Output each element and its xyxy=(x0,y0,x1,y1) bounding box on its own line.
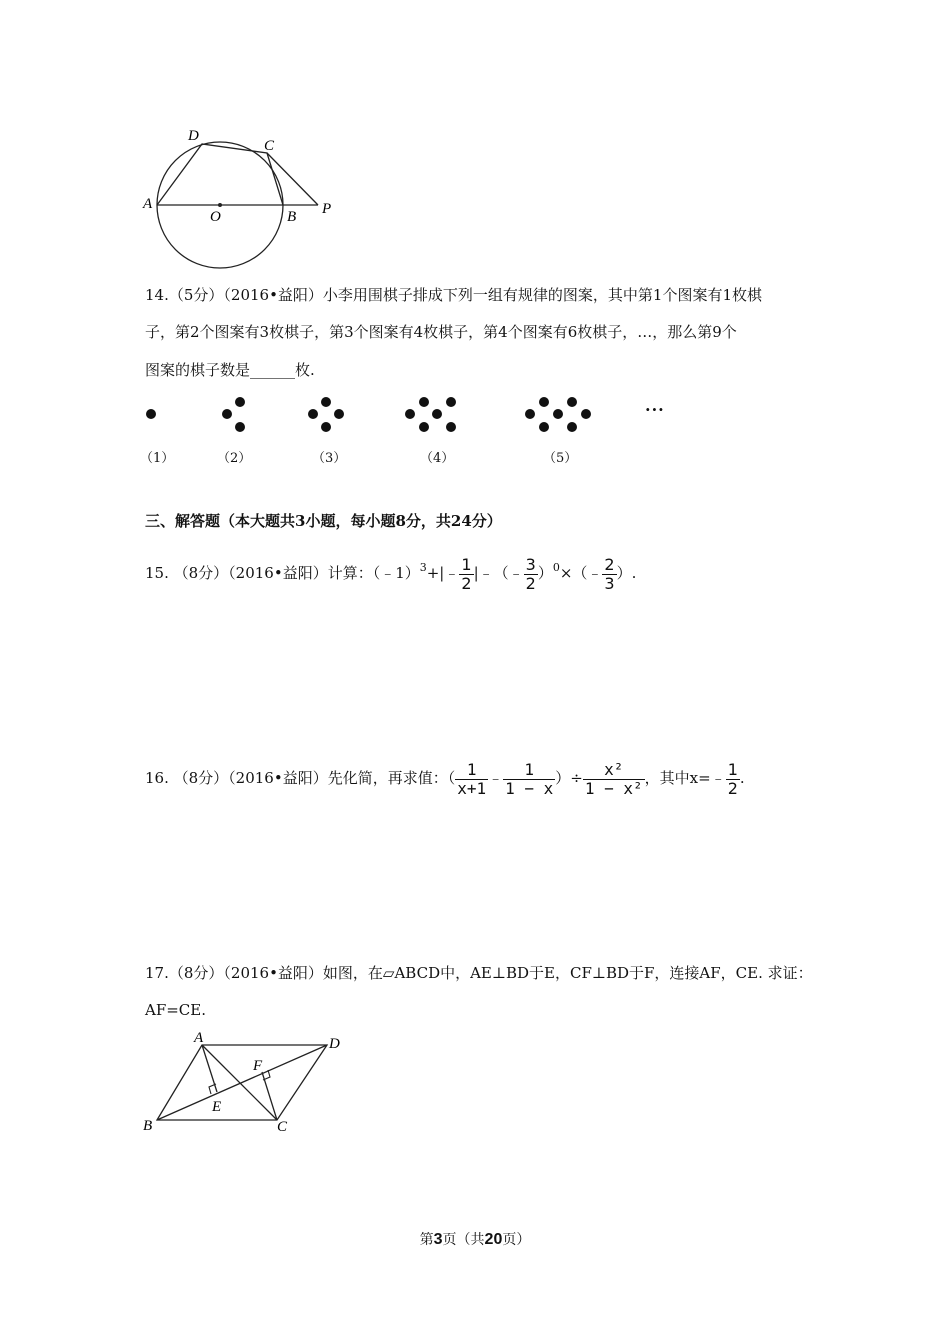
q15-frac1 xyxy=(459,556,473,593)
label-P: P xyxy=(322,201,332,217)
q16-end: . xyxy=(739,769,745,787)
q16-frac3 xyxy=(583,761,645,798)
q16-frac2 xyxy=(503,761,555,798)
q16-frac4-num: 1 xyxy=(727,759,738,779)
q14-line3 xyxy=(145,360,315,380)
label-D: D xyxy=(188,128,199,144)
q16-minus: ﹣ xyxy=(488,769,504,787)
q15-times: ×（﹣ xyxy=(559,564,603,582)
pattern-label-2: （2） xyxy=(217,451,252,466)
q16-frac2-num: 1 xyxy=(503,761,555,780)
label-D: D xyxy=(329,1036,340,1052)
q15-frac1-den: 2 xyxy=(461,573,472,593)
pattern-label-4: （4） xyxy=(420,451,455,466)
q15-neg: ﹣ xyxy=(444,564,460,582)
q15-expression xyxy=(145,549,636,593)
pattern-label-3: （3） xyxy=(312,451,347,466)
q15-frac2-den: 2 xyxy=(525,573,536,593)
q15-frac2-num: 3 xyxy=(525,554,536,574)
q15-exp3: 3 xyxy=(419,561,427,574)
q14-line1: 14.（5分）（2016•益阳）小李用围棋子排成下列一组有规律的图案，其中第1个图案有1枚棋 xyxy=(145,286,763,304)
q16-where: ，其中x=﹣ xyxy=(644,769,726,787)
label-C: C xyxy=(264,138,275,154)
label-B: B xyxy=(143,1118,153,1134)
pattern-label-1: （1） xyxy=(140,451,175,466)
q15-frac2 xyxy=(524,556,538,593)
q15-close0: ） xyxy=(537,564,553,582)
label-C: C xyxy=(277,1119,288,1135)
q16-expression xyxy=(145,758,745,798)
q17-line2: AF=CE. xyxy=(145,1001,207,1019)
q15-plus-abs: +| xyxy=(426,564,445,582)
q16-frac1-num: 1 xyxy=(455,761,488,780)
q16-div: ）÷ xyxy=(555,769,583,787)
q16-frac2-den: 1 − x xyxy=(505,778,554,798)
q17-parallelogram-figure xyxy=(140,1030,350,1135)
label-O: O xyxy=(210,209,221,225)
pattern-ellipsis: ··· xyxy=(645,400,665,419)
footer-mid: 页（共 xyxy=(442,1232,485,1248)
q16-prefix: 16. （8分）（2016•益阳）先化简，再求值：（ xyxy=(145,769,456,787)
label-B: B xyxy=(287,209,297,225)
q16-frac4-den: 2 xyxy=(727,778,738,798)
label-A: A xyxy=(194,1030,204,1046)
footer-pre: 第 xyxy=(419,1232,434,1248)
q16-frac4 xyxy=(726,761,740,798)
q17-line1: 17.（8分）（2016•益阳）如图，在▱ABCD中，AE⊥BD于E，CF⊥BD于F，连接AF，CE. 求证： xyxy=(145,964,813,982)
pattern-label-5: （5） xyxy=(543,451,578,466)
q14-line2: 子，第2个图案有3枚棋子，第3个图案有4枚棋子，第4个图案有6枚棋子，…，那么第9个 xyxy=(145,323,737,341)
q15-frac3-den: 3 xyxy=(604,573,615,593)
footer-post: 页） xyxy=(502,1232,531,1248)
q14-line3-suffix: 枚. xyxy=(295,361,315,379)
q15-frac3 xyxy=(602,556,616,593)
q15-mid: |﹣（﹣ xyxy=(473,564,524,582)
answer-blank: ______ xyxy=(250,361,296,379)
q16-frac3-den: 1 − x² xyxy=(584,778,643,798)
label-E: E xyxy=(212,1099,222,1115)
label-A: A xyxy=(143,196,153,212)
footer-page: 3 xyxy=(433,1231,443,1248)
q14-patterns xyxy=(140,395,680,440)
label-F: F xyxy=(253,1058,263,1074)
page-footer xyxy=(0,1229,950,1249)
q13-circle-figure xyxy=(140,125,340,275)
q15-end: ）. xyxy=(616,564,637,582)
q15-frac1-num: 1 xyxy=(461,554,472,574)
q15-frac3-num: 2 xyxy=(604,554,615,574)
q16-frac1-den: x+1 xyxy=(457,778,487,798)
q15-prefix: 15. （8分）（2016•益阳）计算：（﹣1） xyxy=(145,564,420,582)
q14-line3-prefix: 图案的棋子数是 xyxy=(145,361,251,379)
q15-exp0: 0 xyxy=(552,561,560,574)
q16-frac3-num: x² xyxy=(583,761,645,780)
section3-heading: 三、解答题（本大题共3小题，每小题8分，共24分） xyxy=(145,512,502,530)
q16-frac1 xyxy=(455,761,488,798)
footer-total: 20 xyxy=(484,1231,503,1248)
